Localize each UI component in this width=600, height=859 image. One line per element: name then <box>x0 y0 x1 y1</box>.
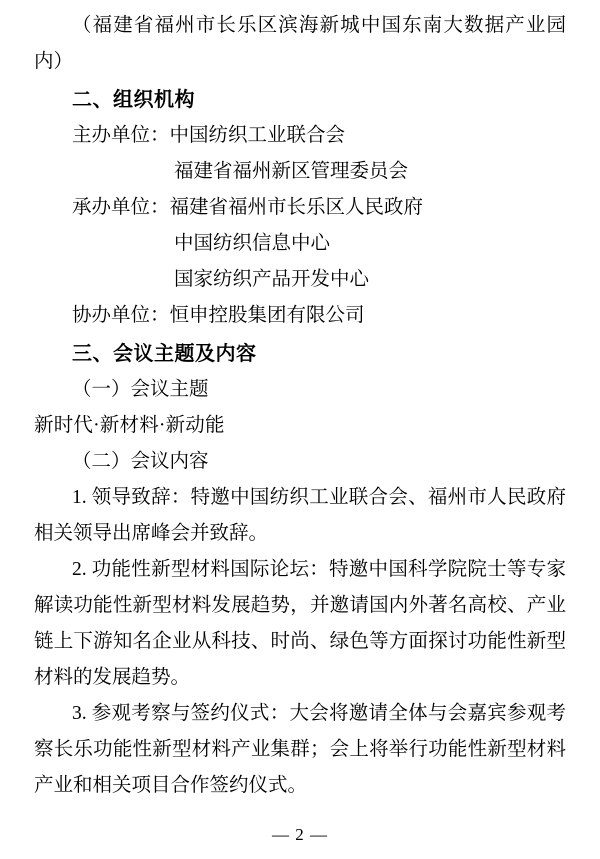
content-item: 3. 参观考察与签约仪式：大会将邀请全体与会嘉宾参观考察长乐功能性新型材料产业集群；会上将举行功能性新型材料产业和相关项目合作签约仪式。 <box>34 703 566 796</box>
org-row: 国家纺织产品开发中心 <box>174 269 370 290</box>
org-row <box>34 190 566 226</box>
page-number: — 2 — <box>272 825 328 844</box>
content-item: 2. 功能性新型材料国际论坛：特邀中国科学院院士等专家解读功能性新型材料发展趋势，并邀请国内外著名高校、产业链上下游知名企业从科技、时尚、绿色等方面探讨功能性新型材料的发展趋势。 <box>34 559 566 688</box>
org-label: 承办单位： <box>72 197 170 218</box>
theme-text: 新时代·新材料·新动能 <box>34 415 225 436</box>
org-value: 恒申控股集团有限公司 <box>169 305 365 326</box>
org-row <box>34 298 566 334</box>
org-label: 协办单位： <box>72 305 170 326</box>
org-label: 主办单位： <box>72 125 170 146</box>
org-row <box>34 118 566 154</box>
section-heading-organization: 二、组织机构 <box>72 87 195 111</box>
org-row: 中国纺织信息中心 <box>174 233 331 254</box>
org-row: 福建省福州新区管理委员会 <box>174 161 409 182</box>
org-value: 福建省福州市长乐区人民政府 <box>169 197 424 218</box>
subsection-title-content: （二）会议内容 <box>72 451 209 472</box>
section-heading-theme: 三、会议主题及内容 <box>72 341 257 365</box>
intro-paragraph: （福建省福州市长乐区滨海新城中国东南大数据产业园内） <box>34 15 566 72</box>
subsection-title-theme: （一）会议主题 <box>72 379 209 400</box>
org-value: 中国纺织工业联合会 <box>169 125 346 146</box>
content-item: 1. 领导致辞：特邀中国纺织工业联合会、福州市人民政府相关领导出席峰会并致辞。 <box>34 487 566 544</box>
